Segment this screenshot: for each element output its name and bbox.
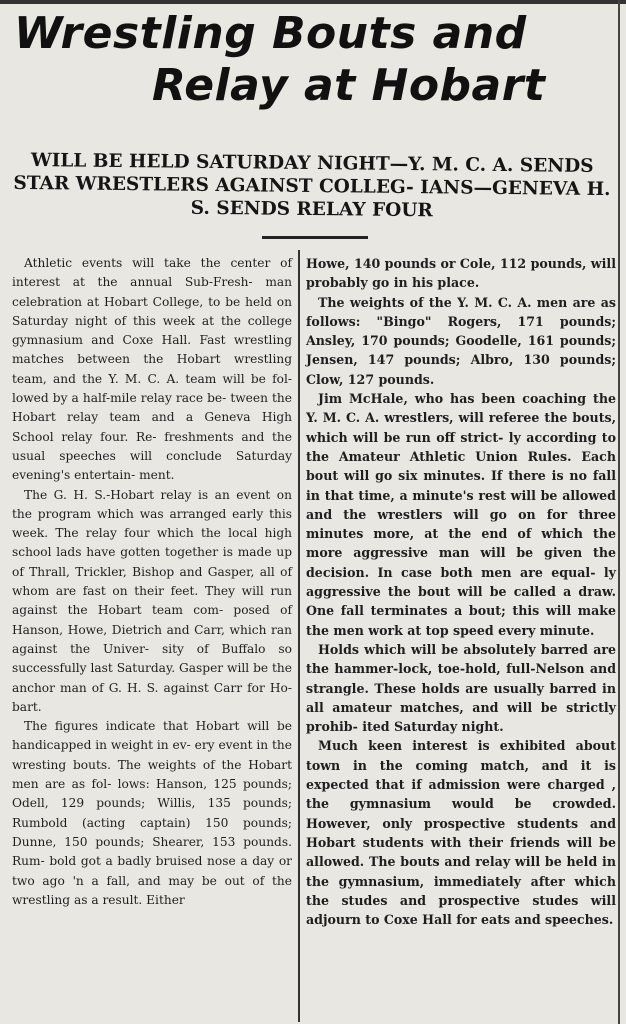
subheadline: WILL BE HELD SATURDAY NIGHT—Y. M. C. A. SENDS STAR WRESTLERS AGAINST COLLEG- IANS—GENEVA H. S. SENDS RELAY FOUR: [13, 150, 611, 222]
right-paragraph-2: The weights of the Y. M. C. A. men are as follows: "Bingo" Rogers, 171 pounds; Ansley, 170 pounds; Goodelle, 161 pounds; Jensen, 147 pounds; Albro, 130 pounds; Clow, 127 pounds.: [306, 294, 616, 387]
headline-divider: [262, 236, 368, 239]
article-column-left: [12, 254, 292, 910]
article-column-right: [306, 254, 616, 929]
left-paragraph-2: The G. H. S.-Hobart relay is an event on the program which was arranged early this week. The relay four which the local high school lads have gotten together is made up of Thrall, Trickler, Bishop and Gasper, all of whom are fast on their feet. They will run against the Hobart team com- posed of Hanson, Howe, Dietrich and Carr, which ran against the Univer- sity of Buffalo so successfully last Saturday. Gasper will be the anchor man of G. H. S. against Carr for Ho- bart.: [12, 487, 292, 714]
headline-line-1: Wrestling Bouts and: [14, 8, 527, 59]
right-paragraph-1: Howe, 140 pounds or Cole, 112 pounds, will probably go in his place.: [306, 256, 616, 291]
right-paragraph-3: Jim McHale, who has been coaching the Y. M. C. A. wrestlers, will referee the bouts, which will be run off strict- ly according to the Amateur Athletic Union Rules. Each bout will go six minutes. If there is no fall in that time, a minute's rest will be allowed and the wrestlers will go on for three minutes more, at the end of which the more aggressive man will be given the decision. In case both men are equal- ly aggressive the bout will be called a draw. One fall terminates a bout; this will make the men work at top speed every minute.: [306, 391, 616, 638]
right-column-border: [618, 0, 620, 1024]
right-paragraph-4: Holds which will be absolutely barred are the hammer-lock, toe-hold, full-Nelson and strangle. These holds are usually barred in all amateur matches, and will be strictly prohib- ited Saturday night.: [306, 641, 616, 735]
column-divider: [298, 250, 300, 1022]
headline-line-2: Relay at Hobart: [152, 60, 546, 111]
right-paragraph-5: Much keen interest is exhibited about town in the coming match, and it is expected that if admission were charged , the gymnasium would be crowded. However, only prospective students and Hobart students with their friends will be allowed. The bouts and relay will be held in the gymnasium, immediately after which the studes and prospective studes will adjourn to Coxe Hall for eats and speeches.: [306, 738, 616, 928]
headline: [14, 8, 618, 112]
left-paragraph-1: Athletic events will take the center of interest at the annual Sub-Fresh- man celebration at Hobart College, to be held on Saturday night of this week at the college gymnasium and Coxe Hall. Fast wrestling matches between the Hobart wrestling team, and the Y. M. C. A. team will be fol- lowed by a half-mile relay race be- tween the Hobart relay team and a Geneva High School relay four. Re- freshments and the usual speeches will conclude Saturday evening's entertain- ment.: [12, 256, 292, 483]
left-paragraph-3: The figures indicate that Hobart will be handicapped in weight in ev- ery event in the wresting bouts. The weights of the Hobart men are as fol- lows: Hanson, 125 pounds; Odell, 129 pounds; Willis, 135 pounds; Rumbold (acting captain) 150 pounds; Dunne, 150 pounds; Shearer, 153 pounds. Rum- bold got a badly bruised nose a day or two ago 'n a fall, and may be out of the wrestling as a result. Either: [12, 719, 292, 907]
top-border-rule: [0, 0, 626, 4]
